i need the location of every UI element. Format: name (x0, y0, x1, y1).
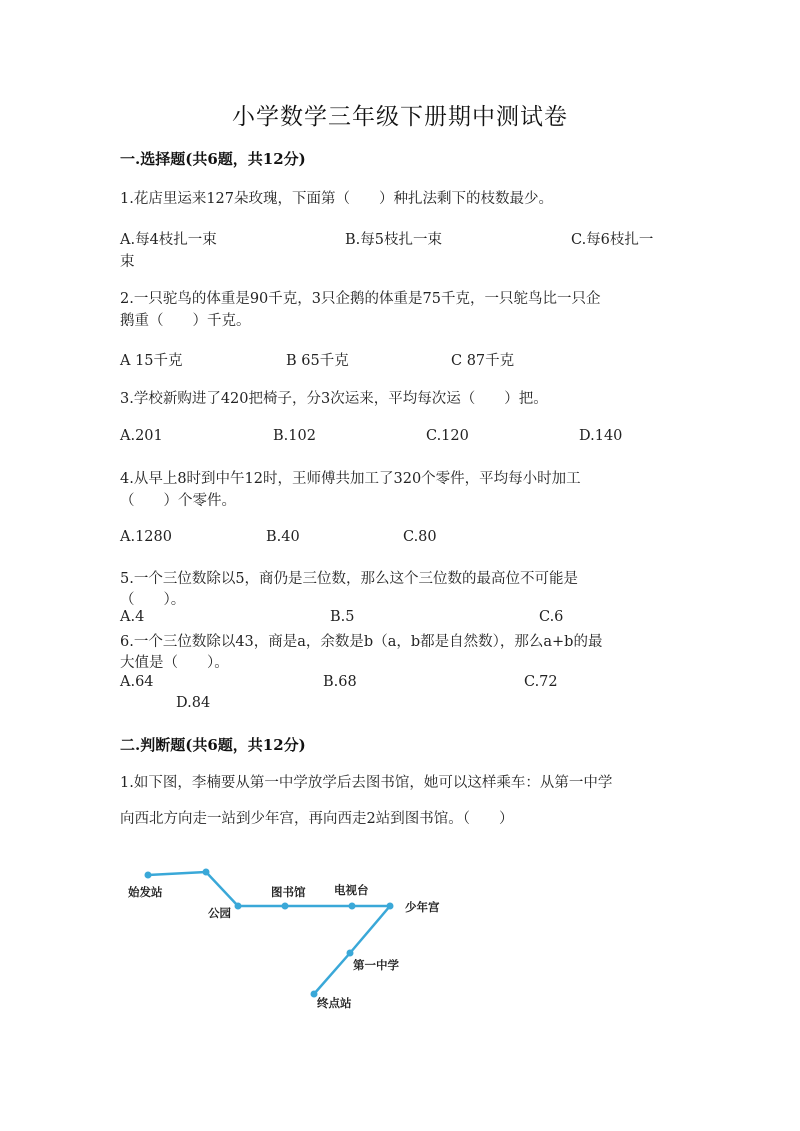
station-label-youth-palace: 少年宫 (405, 900, 440, 914)
question-2-text-line1: 2.一只驼鸟的体重是90千克，3只企鹅的体重是75千克，一只鸵鸟比一只企 (120, 291, 601, 307)
question-1-text: 1.花店里运来127朵玫瑰，下面第（ ）种扎法剩下的枝数最少。 (120, 191, 554, 207)
question-2-option-c: C 87千克 (451, 353, 515, 369)
question-6-option-b: B.68 (323, 674, 357, 690)
question-6-option-d: D.84 (176, 695, 211, 711)
question-4-text-line2: （ ）个零件。 (120, 493, 236, 509)
question-2-option-a: A 15千克 (120, 353, 183, 369)
question-3-option-a: A.201 (120, 428, 163, 444)
station-label-tv: 电视台 (334, 883, 369, 897)
station-label-start: 始发站 (128, 885, 163, 899)
station-dot-start (145, 872, 152, 879)
question-6-option-c: C.72 (524, 674, 558, 690)
tf-question-1-text-line1: 1.如下图，李楠要从第一中学放学后去图书馆，她可以这样乘车：从第一中学 (120, 775, 613, 791)
station-label-park: 公园 (208, 906, 231, 920)
question-3-option-c: C.120 (426, 428, 469, 444)
question-5-option-b: B.5 (330, 609, 355, 625)
station-label-school: 第一中学 (353, 958, 399, 972)
question-5-text-line1: 5.一个三位数除以5，商仍是三位数，那么这个三位数的最高位不可能是 (120, 571, 579, 587)
question-1-option-a: A.每4枝扎一束 (120, 232, 217, 248)
station-dot-library (282, 903, 289, 910)
question-4-option-b: B.40 (266, 529, 300, 545)
question-1-option-b: B.每5枝扎一束 (345, 232, 442, 248)
question-3-option-b: B.102 (273, 428, 316, 444)
station-dot-youth-palace (387, 903, 394, 910)
bus-route-map (110, 855, 470, 1015)
station-dot-school (347, 950, 354, 957)
station-dot-park (235, 903, 242, 910)
question-4-option-c: C.80 (403, 529, 437, 545)
question-4-option-a: A.1280 (120, 529, 172, 545)
station-dot-tv (349, 903, 356, 910)
page-title: 小学数学三年级下册期中测试卷 (232, 104, 568, 130)
question-4-text-line1: 4.从早上8时到中午12时，王师傅共加工了320个零件，平均每小时加工 (120, 471, 581, 487)
section-heading-choice: 一.选择题(共6题，共12分) (120, 150, 306, 168)
question-2-text-line2: 鹅重（ ）千克。 (120, 313, 251, 329)
question-6-text-line1: 6.一个三位数除以43，商是a，余数是b（a，b都是自然数），那么a+b的最 (120, 634, 603, 650)
station-dot-bend (203, 869, 210, 876)
question-5-option-a: A.4 (120, 609, 145, 625)
question-5-option-c: C.6 (539, 609, 564, 625)
question-1-option-c: C.每6枝扎一 (571, 232, 654, 248)
question-5-text-line2: （ ）。 (120, 592, 186, 608)
section-heading-true-false: 二.判断题(共6题，共12分) (120, 736, 306, 754)
tf-question-1-text-line2: 向西北方向走一站到少年宫，再向西走2站到图书馆。（ ） (120, 811, 514, 827)
station-label-terminal: 终点站 (317, 996, 352, 1010)
station-label-library: 图书馆 (271, 885, 306, 899)
question-3-text: 3.学校新购进了420把椅子，分3次运来，平均每次运（ ）把。 (120, 391, 548, 407)
question-2-option-b: B 65千克 (286, 353, 349, 369)
question-6-option-a: A.64 (120, 674, 154, 690)
question-6-text-line2: 大值是（ ）。 (120, 655, 229, 671)
question-3-option-d: D.140 (579, 428, 623, 444)
question-1-option-c-overflow: 束 (120, 254, 135, 270)
